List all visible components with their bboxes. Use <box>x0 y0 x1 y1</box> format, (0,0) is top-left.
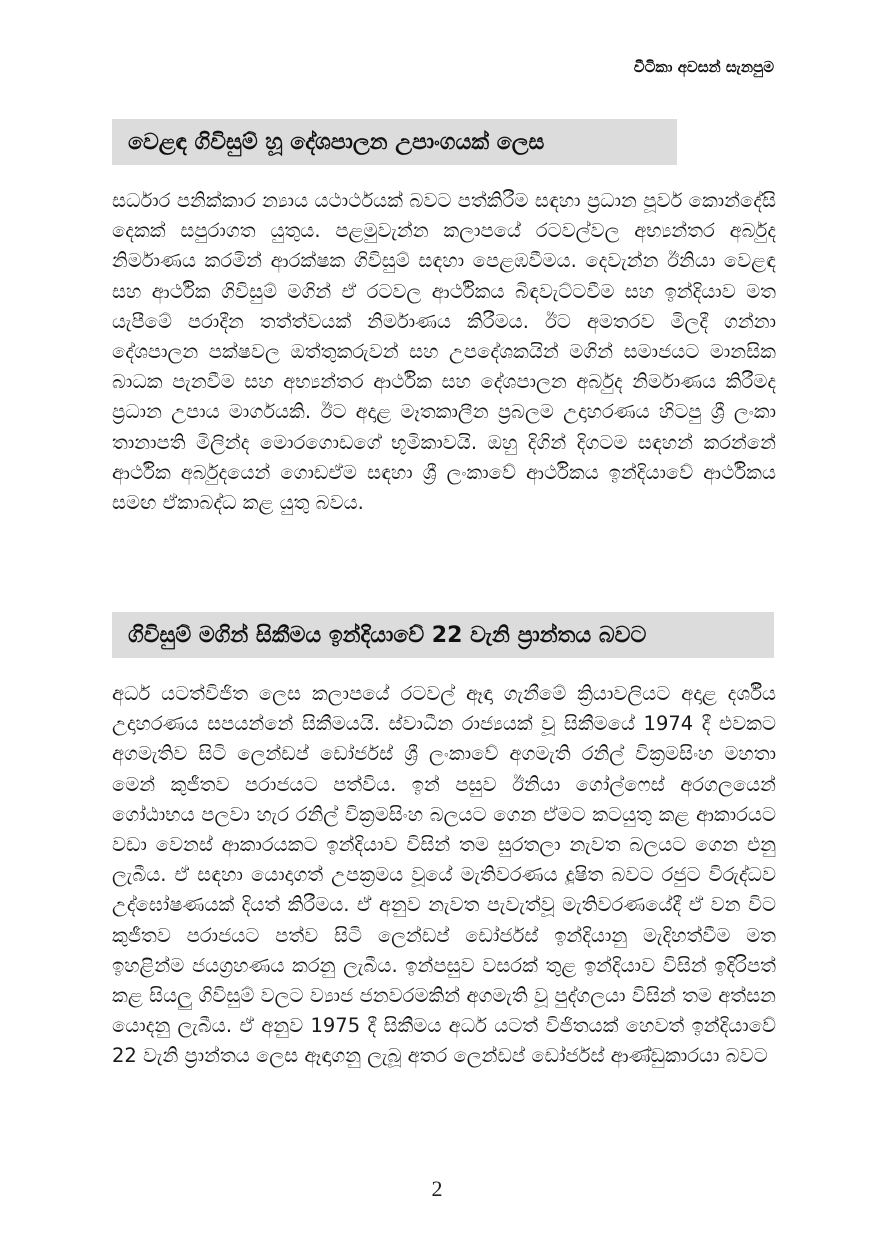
section-heading <box>112 119 677 165</box>
body-paragraph: සර්ධාර පනික්කාර න්‍යාය යථාර්ථයක් බවට පත්කිරීම සඳහා ප්‍රධාන පූර්ව කොන්දේසි දෙකක් සපුරාගත යුතුය. පළමුවැන්න කලාපයේ රටවල්වල අභ්‍යන්තර අර්බුද නිර්මාණය කරමින් ආරක්ෂක ගිවිසුම් සඳහා පෙළඹවීමය. දෙවැන්න ඊනියා වෙළඳ සහ ආර්ථික ගිවිසුම් මගින් ඒ රටවල ආර්ථිකය බිඳවැට්ටවීම සහ ඉන්දියාව මත යැපීමේ පරාදීන තත්ත්වයක් නිර්මාණය කිරීමය. ඊට අමතරව මිලදී ගන්නා දේශපාලන පක්ෂවල ඔත්තුකරුවන් සහ උපදේශකයින් මගින් සමාජයට මානසික බාධක පැනවීම සහ අභ්‍යන්තර ආර්ථික සහ දේශපාලන අර්බුද නිර්මාණය කිරීමද ප්‍රධාන උපාය මාර්ගයකි. ඊට අදාළ මෑතකාලීන ප්‍රබලම උදාහරණය හිටපු ශ්‍රී ලංකා තානාපති මිලින්ද මොරගොඩගේ භූමිකාවයි. ඔහු දිගින් දිගටම සඳහන් කරන්නේ ආර්ථික අර්බුදයෙන් ගොඩඒම සඳහා ශ්‍රී ලංකාවේ ආර්ථිකය ඉන්දියාවේ ආර්ථිකය සමඟ ඒකාබද්ධ කළ යුතු බවය. <box>112 189 776 515</box>
section-heading <box>112 612 774 658</box>
section-heading-text: ගිවිසුම් මගින් සිකීමය ඉන්දියාවේ 22 වැනි ප්‍රාන්තය බවට <box>128 622 647 648</box>
section-heading-text: වෙළඳ ගිවිසුම් හූ දේශපාලන උපාංගයක් ලෙස <box>128 129 545 155</box>
page-number: 2 <box>431 1176 443 1201</box>
body-paragraph: අර්ධ යටත්විජිත ලෙස කලාපයේ රටවල් ඈඳා ගැනීමේ ක්‍රියාවලියට අදාළ දර්ශීය උදාහරණය සපයන්නේ සිකීමයයි. ස්වාධීන රාජ්‍යයක් වූ සිකීමයේ 1974 දී එවකට අගමැතිව සිටි ලෙන්ඩප් ඩෝර්ජස් ශ්‍රී ලංකාවේ අගමැති රනිල් වික්‍රමසිංහ මහතා මෙන් කුජීතව පරාජයට පත්විය. ඉන් පසුව ඊනියා ගෝල්ෆෙස් අරගලයෙන් ගෝඨාභය පලවා හැර රනිල් වික්‍රමසිංහ බලයට ගෙන ඒමට කටයුතු කළ ආකාරයට වඩා වෙනස් ආකාරයකට ඉන්දියාව විසින් තම සුරතලා නැවත බලයට ගෙන එනු ලැබීය. ඒ සඳහා යොදාගත් උපක්‍රමය වූයේ මැතිවරණය දූෂිත බවට රජුට විරුද්ධව උද්ඝෝෂණයක් දියත් කිරීමය. ඒ අනුව නැවත පැවැත්වූ මැතිවරණයේදී ඒ වන විට කුජීතව පරාජයට පත්ව සිටි ලෙන්ඩප් ඩෝර්ජස් ඉන්දියානු මැදිහත්වීම මත ඉහළින්ම ජයග්‍රහණය කරනු ලැබීය. ඉන්පසුව වසරක් තුළ ඉන්දියාව විසින් ඉදිරිපත් කළ සියලු ගිවිසුම් වලට ව්‍යාජ ජනවරමකින් අගමැති වූ පුද්ගලයා විසින් තම අත්සන යොදනු ලැබීය. ඒ අනුව 1975 දී සිකීමය අර්ධ යටත් විජිතයක් හෙවත් ඉන්දියාවේ 22 වැනි ප්‍රාන්තය ලෙස ඈඳාගනු ලැබූ අතර ලෙන්ඩප් ඩෝර්ජස් ආණ්ඩුකාරයා බවට <box>112 682 776 1068</box>
running-header: වීටිකා අවසන් සැනපුම <box>633 58 774 76</box>
